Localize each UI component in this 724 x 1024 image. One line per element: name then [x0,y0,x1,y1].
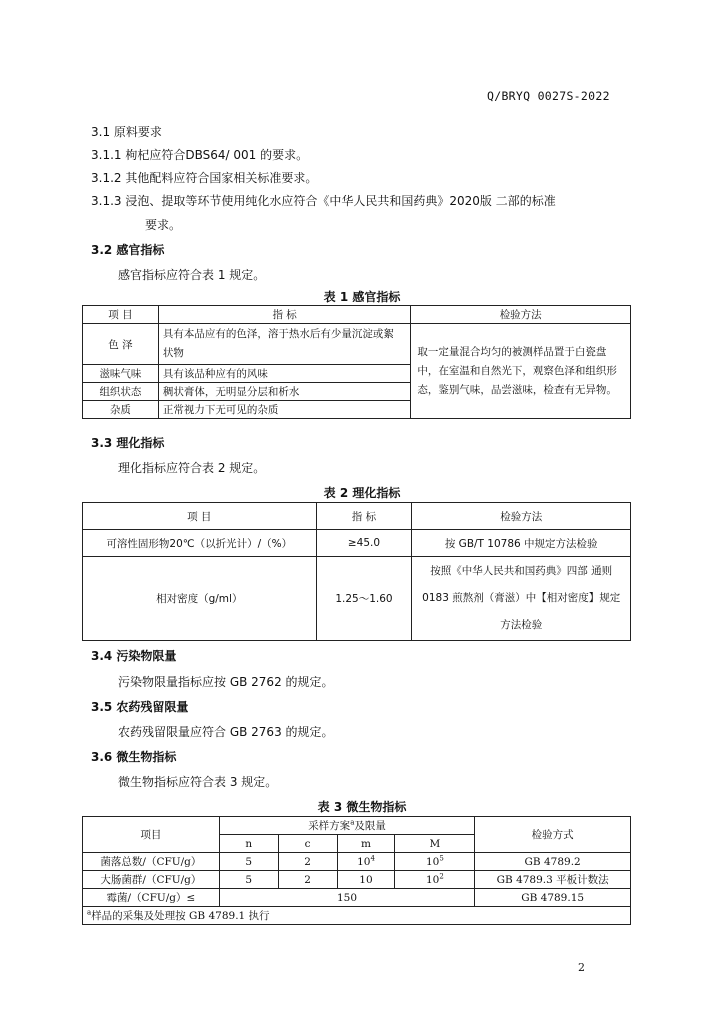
clause-3-1-3: 3.1.3 浸泡、提取等环节使用纯化水应符合《中华人民共和国药典》2020版 二部的标准 [91,194,556,208]
clause-3-1-3-cont: 要求。 [145,218,182,232]
table3-row-mold-limit: 150 [219,889,475,907]
table3-subheader-m: m [337,835,395,853]
table3-header-method: 检验方式 [475,817,631,853]
table2-row-soluble-method: 按 GB/T 10786 中规定方法检验 [412,530,631,557]
section-3-4-text: 污染物限量指标应按 GB 2762 的规定。 [118,675,334,689]
table3-row-coliform-n: 5 [219,871,278,889]
table3-microbial [82,816,631,925]
section-3-3-intro: 理化指标应符合表 2 规定。 [118,461,266,475]
table3-row-total-item: 菌落总数/（CFU/g） [83,853,220,871]
table1-row-texture-spec: 稠状膏体，无明显分层和析水 [158,383,411,401]
table3-header-sampling: 采样方案$^a$及限量 [219,817,475,835]
table3-footnote: $^a$样品的采集及处理按 GB 4789.1 执行 [83,907,631,925]
table1-method: 取一定量混合均匀的被测样品置于白瓷盘 中，在室温和自然光下，观察色泽和组织形 态，鉴别气味，品尝滋味，检查有无异物。 [411,324,631,419]
table3-row-total-m: $10^4$ [337,853,395,871]
table1-header-method: 检验方法 [411,306,631,324]
table2-row-soluble-spec: ≥45.0 [316,530,412,557]
section-3-1-title: 3.1 原料要求 [91,125,162,139]
table3-row-coliform-method: GB 4789.3 平板计数法 [475,871,631,889]
table3-row-coliform-M: $10^2$ [395,871,475,889]
table1-row-impurity-item: 杂质 [83,401,159,419]
section-3-6-intro: 微生物指标应符合表 3 规定。 [118,775,278,789]
table1-row-texture-item: 组织状态 [83,383,159,401]
clause-3-1-1: 3.1.1 枸杞应符合DBS64/ 001 的要求。 [91,148,309,162]
table3-subheader-c: c [278,835,337,853]
section-3-3-title: 3.3 理化指标 [91,436,165,450]
table3-row-coliform-item: 大肠菌群/（CFU/g） [83,871,220,889]
page-number: 2 [578,961,585,974]
table2-row-density-spec: 1.25～1.60 [316,557,412,641]
table3-header-item: 项目 [83,817,220,853]
table3-row-coliform-m: 10 [337,871,395,889]
table1-header-item: 项 目 [83,306,159,324]
clause-3-1-2: 3.1.2 其他配料应符合国家相关标准要求。 [91,171,318,185]
section-3-2-title: 3.2 感官指标 [91,243,165,257]
table2-header-spec: 指 标 [316,503,412,530]
table2-caption: 表 2 理化指标 [323,486,401,500]
table3-row-mold-method: GB 4789.15 [475,889,631,907]
table3-row-coliform-c: 2 [278,871,337,889]
table1-sensory [82,305,631,419]
table3-row-total-c: 2 [278,853,337,871]
section-3-5-title: 3.5 农药残留限量 [91,700,189,714]
table3-row-mold-item: 霉菌/（CFU/g）≤ [83,889,220,907]
table1-caption: 表 1 感官指标 [323,290,401,304]
document-code: Q/BRYQ 0027S-2022 [487,89,610,103]
table3-row-total-n: 5 [219,853,278,871]
table3-subheader-n: n [219,835,278,853]
table2-row-density-item: 相对密度（g/ml） [83,557,317,641]
table1-row-taste-spec: 具有该品种应有的风味 [158,365,411,383]
table3-caption: 表 3 微生物指标 [317,800,407,814]
table2-row-soluble-item: 可溶性固形物20℃（以折光计）/（%） [83,530,317,557]
section-3-6-title: 3.6 微生物指标 [91,750,177,764]
table2-header-method: 检验方法 [412,503,631,530]
table3-subheader-M: M [395,835,475,853]
section-3-2-intro: 感官指标应符合表 1 规定。 [118,268,266,282]
table1-row-color-spec: 具有本品应有的色泽，溶于热水后有少量沉淀或絮 状物 [158,324,411,365]
table1-row-color-item: 色 泽 [83,324,159,365]
table3-row-total-method: GB 4789.2 [475,853,631,871]
table3-row-total-M: $10^5$ [395,853,475,871]
table2-physicochemical [82,502,631,641]
table2-row-density-method: 按照《中华人民共和国药典》四部 通则 0183 煎熬剂（膏滋）中【相对密度】规定 方法检验 [412,557,631,641]
table2-header-item: 项 目 [83,503,317,530]
section-3-4-title: 3.4 污染物限量 [91,649,177,663]
table1-row-taste-item: 滋味气味 [83,365,159,383]
table1-header-spec: 指 标 [158,306,411,324]
section-3-5-text: 农药残留限量应符合 GB 2763 的规定。 [118,725,334,739]
table1-row-impurity-spec: 正常视力下无可见的杂质 [158,401,411,419]
